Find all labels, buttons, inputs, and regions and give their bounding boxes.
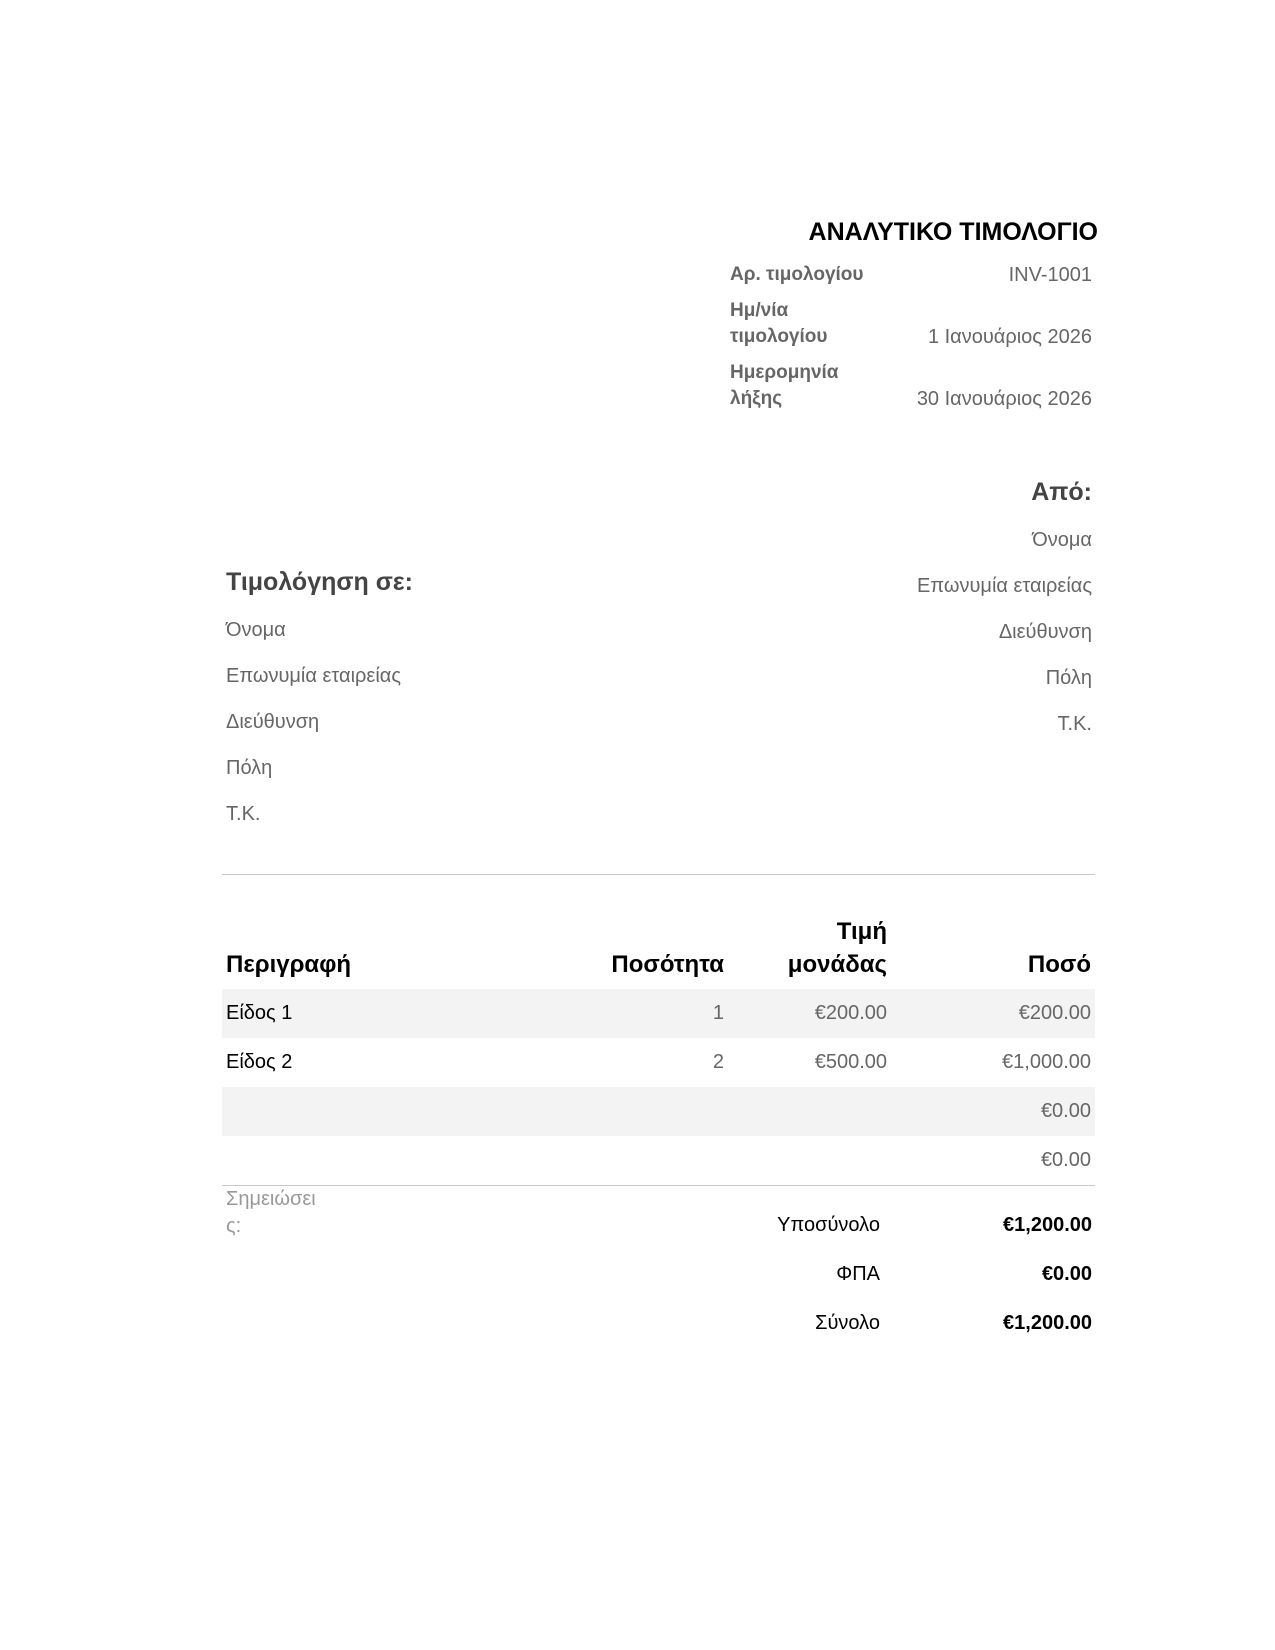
table-row bbox=[222, 989, 1095, 1038]
table-row bbox=[222, 1087, 1095, 1136]
meta-row-invoice-date bbox=[730, 298, 1092, 350]
from-address: Διεύθυνση bbox=[998, 621, 1092, 643]
cell-description bbox=[222, 1087, 570, 1136]
cell-description: Είδος 2 bbox=[226, 1051, 293, 1073]
cell-unit-price: €200.00 bbox=[728, 989, 891, 1038]
from-block bbox=[917, 478, 1092, 757]
bill-to-city: Πόλη bbox=[226, 757, 273, 779]
header-quantity: Ποσότητα bbox=[611, 951, 724, 978]
bill-to-name: Όνομα bbox=[226, 619, 286, 641]
cell-unit-price bbox=[728, 1087, 891, 1136]
cell-amount: €200.00 bbox=[891, 989, 1095, 1038]
meta-label: Αρ. τιμολογίου bbox=[730, 264, 864, 285]
subtotal-label: Υποσύνολο bbox=[777, 1213, 880, 1236]
bill-to-postcode: Τ.Κ. bbox=[226, 803, 261, 825]
subtotal-value: €1,200.00 bbox=[1003, 1213, 1092, 1236]
tax-row bbox=[680, 1261, 1092, 1287]
from-city: Πόλη bbox=[1045, 667, 1092, 689]
table-row bbox=[222, 1136, 1095, 1186]
header-description: Περιγραφή bbox=[226, 951, 352, 978]
totals-block bbox=[680, 1212, 1092, 1359]
cell-description: Είδος 1 bbox=[222, 989, 570, 1038]
total-row bbox=[680, 1310, 1092, 1336]
cell-unit-price: €500.00 bbox=[814, 1051, 887, 1073]
total-label: Σύνολο bbox=[815, 1311, 880, 1334]
meta-row-due-date bbox=[730, 360, 1092, 412]
tax-label: ΦΠΑ bbox=[836, 1262, 880, 1285]
total-value: €1,200.00 bbox=[1003, 1311, 1092, 1334]
bill-to-block bbox=[226, 568, 413, 847]
meta-value: 30 Ιανουάριος 2026 bbox=[916, 388, 1092, 410]
tax-value: €0.00 bbox=[1041, 1262, 1092, 1285]
cell-amount: €0.00 bbox=[891, 1087, 1095, 1136]
cell-quantity: 2 bbox=[712, 1051, 724, 1073]
meta-label: Ημερομηνία λήξης bbox=[730, 362, 839, 409]
bill-to-heading: Τιμολόγηση σε: bbox=[226, 568, 413, 596]
cell-quantity bbox=[570, 1087, 728, 1136]
bill-to-company: Επωνυμία εταιρείας bbox=[226, 665, 401, 687]
cell-description bbox=[222, 1136, 570, 1186]
from-heading: Από: bbox=[1031, 478, 1092, 506]
table-row bbox=[222, 1038, 1095, 1087]
table-header-row bbox=[222, 915, 1095, 989]
header-amount: Ποσό bbox=[1027, 951, 1091, 978]
cell-quantity bbox=[570, 1136, 728, 1186]
cell-unit-price bbox=[728, 1136, 891, 1186]
cell-amount: €1,000.00 bbox=[1002, 1051, 1091, 1073]
subtotal-row bbox=[680, 1212, 1092, 1238]
line-items-table bbox=[222, 915, 1095, 1186]
meta-value: INV-1001 bbox=[1008, 264, 1092, 286]
header-unit-price: Τιμή μονάδας bbox=[787, 918, 887, 978]
meta-row-invoice-number bbox=[730, 262, 1092, 288]
invoice-title: ΑΝΑΛΥΤΙΚΟ ΤΙΜΟΛΟΓΙΟ bbox=[808, 218, 1098, 246]
invoice-meta bbox=[730, 262, 1092, 422]
meta-value: 1 Ιανουάριος 2026 bbox=[927, 326, 1092, 348]
from-company: Επωνυμία εταιρείας bbox=[917, 575, 1092, 597]
section-divider bbox=[222, 874, 1095, 875]
from-name: Όνομα bbox=[1032, 529, 1092, 551]
notes-label: Σημειώσεις: bbox=[226, 1188, 316, 1237]
cell-amount: €0.00 bbox=[891, 1136, 1095, 1186]
cell-quantity: 1 bbox=[570, 989, 728, 1038]
meta-label: Ημ/νία τιμολογίου bbox=[730, 300, 828, 347]
from-postcode: Τ.Κ. bbox=[1057, 713, 1092, 735]
bill-to-address: Διεύθυνση bbox=[226, 711, 320, 733]
